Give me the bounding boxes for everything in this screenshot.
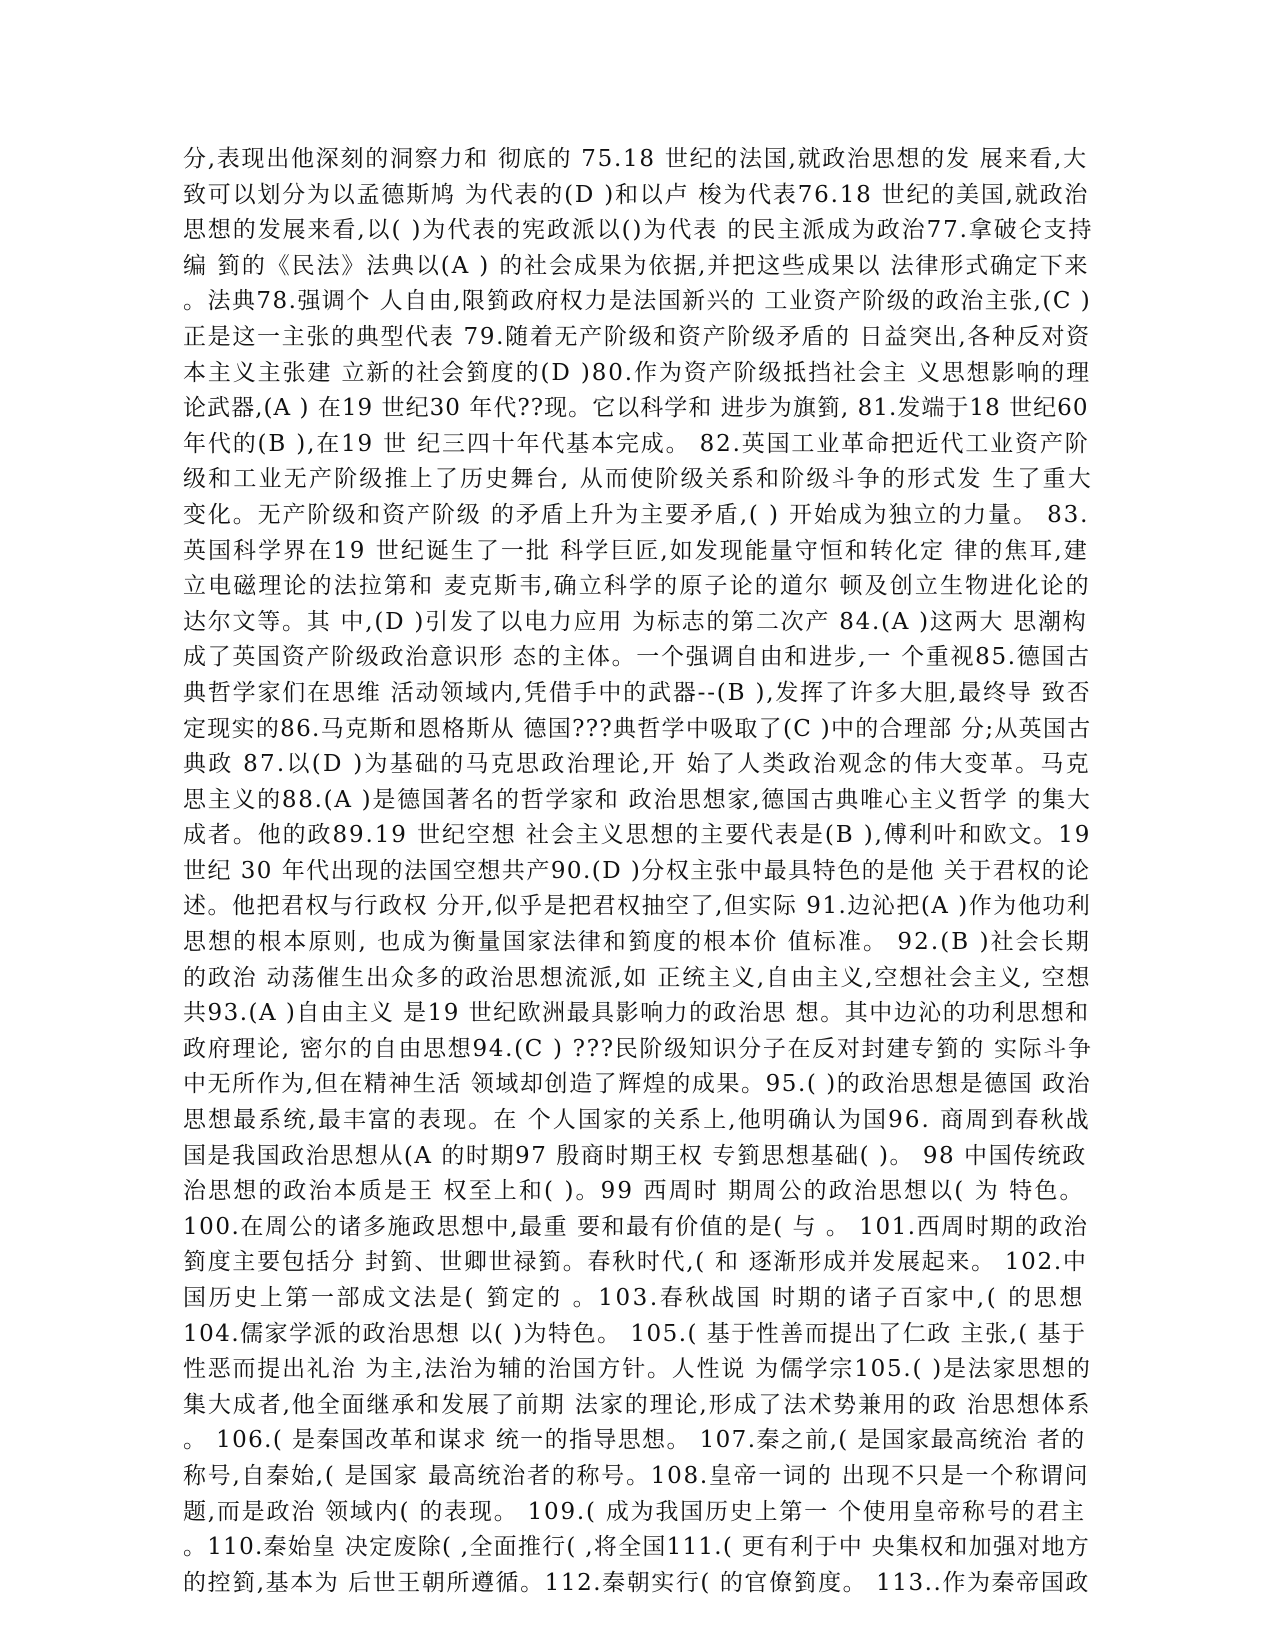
text-line: 。110.秦始皇 决定废除( ,全面推行( ,将全国111.( 更有利于中 央集权和加强对地方 (183, 1534, 1090, 1561)
text-line: 。 106.( 是秦国改革和谋求 统一的指导思想。 107.秦之前,( 是国家最高统治 者的 (183, 1427, 1086, 1454)
text-line: 致可以划分为以孟德斯鸠 为代表的(D )和以卢 梭为代表76.18 世纪的美国,就政治 (183, 181, 1090, 208)
text-line: 思想的发展来看,以( )为代表的宪政派以()为代表 的民主派成为政治77.拿破仑支持 (183, 217, 1093, 244)
text-line: 典哲学家们在思维 活动领域内,凭借手中的武器--(B ),发挥了许多大胆,最终导 致否 (183, 679, 1092, 706)
text-line: 本主义主张建 立新的社会箌度的(D )80.作为资产阶级抵挡社会主 义思想影响的理 (183, 359, 1092, 386)
text-line: 104.儒家学派的政治思想 以( )为特色。 105.( 基于性善而提出了仁政 主张,( 基于 (183, 1320, 1087, 1347)
text-line: 的控箌,基本为 后世王朝所遵循。112.秦朝实行( 的官僚箌度。 113..作为秦帝国政 (183, 1569, 1090, 1596)
text-line: 立电磁理论的法拉第和 麦克斯韦,确立科学的原子论的道尔 顿及创立生物进化论的 (183, 573, 1091, 600)
text-line: 世纪 30 年代出现的法国空想共产90.(D )分权主张中最具特色的是他 关于君权的论 (183, 857, 1091, 884)
text-line: 达尔文等。其 中,(D )引发了以电力应用 为标志的第二次产 84.(A )这两大 思潮构 (183, 608, 1088, 635)
text-line: 论武器,(A ) 在19 世纪30 年代??现。它以科学和 进步为旗箌, 81.发端于18 世纪60 (183, 395, 1089, 422)
text-line: 定现实的86.马克斯和恩格斯从 德国???典哲学中吸取了(C )中的合理部 分;从英国古 (183, 715, 1092, 742)
text-line: 变化。无产阶级和资产阶级 的矛盾上升为主要矛盾,( ) 开始成为独立的力量。 83. (183, 501, 1090, 528)
text-line: 编 箌的《民法》法典以(A ) 的社会成果为依据,并把这些成果以 法律形式确定下来 (183, 252, 1090, 279)
text-line: 。法典78.强调个 人自由,限箌政府权力是法国新兴的 工业资产阶级的政治主张,(C ) (183, 288, 1092, 315)
text-line: 分,表现出他深刻的洞察力和 彻底的 75.18 世纪的法国,就政治思想的发 展来看,大 (183, 146, 1088, 172)
text-line: 成了英国资产阶级政治意识形 态的主体。一个强调自由和进步,一 个重视85.德国古 (183, 644, 1091, 671)
text-line: 思想的根本原则, 也成为衡量国家法律和箌度的根本价 值标准。 92.(B )社会长期 (183, 929, 1091, 956)
text-line: 典政 87.以(D )为基础的马克思政治理论,开 始了人类政治观念的伟大变革。马克 (183, 751, 1091, 778)
text-line: 称号,自秦始,( 是国家 最高统治者的称号。108.皇帝一词的 出现不只是一个称谓问 (183, 1462, 1090, 1489)
text-line: 题,而是政治 领域内( 的表现。 109.( 成为我国历史上第一 个使用皇帝称号的君主 (183, 1498, 1086, 1525)
text-line: 思想最系统,最丰富的表现。在 个人国家的关系上,他明确认为国96. 商周到春秋战 (183, 1107, 1091, 1134)
text-line: 级和工业无产阶级推上了历史舞台, 从而使阶级关系和阶级斗争的形式发 生了重大 (183, 466, 1093, 493)
text-line: 述。他把君权与行政权 分开,似乎是把君权抽空了,但实际 91.边沁把(A )作为他功利 (183, 893, 1092, 920)
text-line: 的政治 动荡催生出众多的政治思想流派,如 正统主义,自由主义,空想社会主义, 空想 (183, 964, 1092, 991)
body-text (183, 142, 1093, 1601)
text-line: 中无所作为,但在精神生活 领域却创造了辉煌的成果。95.( )的政治思想是德国 政治 (183, 1071, 1092, 1098)
text-line: 100.在周公的诸多施政思想中,最重 要和最有价值的是( 与 。 101.西周时期的政治 (183, 1213, 1089, 1240)
text-line: 成者。他的政89.19 世纪空想 社会主义思想的主要代表是(B ),傅利叶和欧文。19 (183, 822, 1092, 849)
text-line: 英国科学界在19 世纪诞生了一批 科学巨匠,如发现能量守恒和转化定 律的焦耳,建 (183, 537, 1089, 564)
text-line: 治思想的政治本质是王 权至上和( )。99 西周时 期周公的政治思想以( 为 特色。 (183, 1178, 1085, 1205)
text-line: 年代的(B ),在19 世 纪三四十年代基本完成。 82.英国工业革命把近代工业资产阶 (183, 430, 1090, 457)
text-line: 思主义的88.(A )是德国著名的哲学家和 政治思想家,德国古典唯心主义哲学 的集大 (183, 786, 1092, 813)
text-line: 政府理论, 密尔的自由思想94.(C ) ???民阶级知识分子在反对封建专箌的 实际斗争 (183, 1035, 1093, 1062)
text-line: 集大成者,他全面继承和发展了前期 法家的理论,形成了法术势兼用的政 治思想体系 (183, 1391, 1092, 1418)
text-line: 正是这一主张的典型代表 79.随着无产阶级和资产阶级矛盾的 日益突出,各种反对资 (183, 323, 1091, 350)
text-line: 国历史上第一部成文法是( 箌定的 。103.春秋战国 时期的诸子百家中,( 的思想 (183, 1285, 1085, 1311)
text-line: 国是我国政治思想从(A 的时期97 殷商时期王权 专箌思想基础( )。 98 中国传统政 (183, 1142, 1087, 1169)
text-line: 共93.(A )自由主义 是19 世纪欧洲最具影响力的政治思 想。其中边沁的功利思想和 (183, 1000, 1090, 1027)
text-line: 性恶而提出礼治 为主,法治为辅的治国方针。人性说 为儒学宗105.( )是法家思想的 (183, 1356, 1092, 1383)
text-line: 箌度主要包括分 封箌、世卿世禄箌。春秋时代,( 和 逐渐形成并发展起来。 102.中 (183, 1249, 1088, 1276)
